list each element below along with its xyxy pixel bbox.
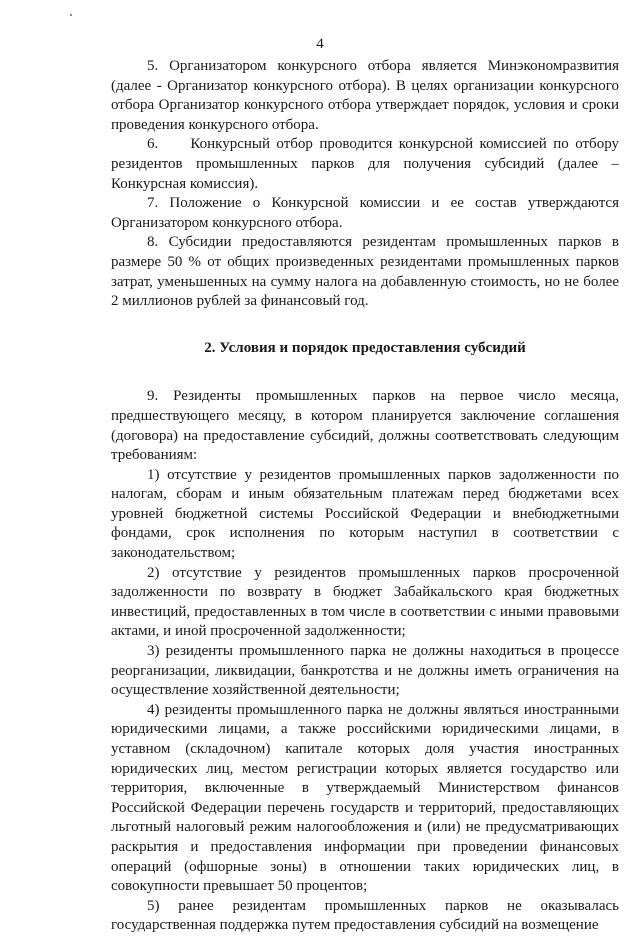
list-item-3: 3) резиденты промышленного парка не должны находиться в процессе реорганизации, ликвидации, банкротства и не должны иметь ограничения на осуществление хозяйственной деятельности; <box>111 643 619 699</box>
paragraph-6: 6. Конкурсный отбор проводится конкурсной комиссией по отбору резидентов промышленных парков для получения субсидий (далее – Конкурсная комиссия). <box>111 136 619 192</box>
document-body <box>111 57 619 936</box>
paragraph-8: 8. Субсидии предоставляются резидентам промышленных парков в размере 50 % от общих произведенных резидентами промышленных парков затрат, уменьшенных на сумму налога на добавленную стоимость, но не более 2 миллионов рублей за финансовый год. <box>111 234 619 310</box>
paragraph-5: 5. Организатором конкурсного отбора является Минэкономразвития (далее - Организатор конкурсного отбора). В целях организации конкурсного отбора Организатор конкурсного отбора утверждает порядок, условия и сроки проведения конкурсного отбора. <box>111 58 619 133</box>
paragraph-7: 7. Положение о Конкурсной комиссии и ее состав утверждаются Организатором конкурсного отбора. <box>111 195 619 231</box>
list-item-5: 5) ранее резидентам промышленных парков не оказывалась государственная поддержка путем предоставления субсидий на возмещение <box>111 897 619 934</box>
scan-speck <box>70 14 72 16</box>
list-item-1: 1) отсутствие у резидентов промышленных парков задолженности по налогам, сборам и иным обязательным платежам перед бюджетами всех уровней бюджетной системы Российской Федерации и внебюджетными фондами, срок исполнения по которым наступил в соответствии с законодательством; <box>111 466 619 562</box>
page-number: 4 <box>316 36 324 52</box>
paragraph-9: 9. Резиденты промышленных парков на первое число месяца, предшествующего месяцу, в котором планируется заключение соглашения (договора) на предоставление субсидий, должны соответствовать следующим требованиям: <box>111 388 619 464</box>
list-item-2: 2) отсутствие у резидентов промышленных парков просроченной задолженности по возврату в бюджет Забайкальского края бюджетных инвестиций, предоставленных в том числе в соответствии с иными правовыми актами, и иной просроченной задолженности; <box>111 564 619 640</box>
list-item-4: 4) резиденты промышленного парка не должны являться иностранными юридическими лицами, а также российскими юридическими лицами, в уставном (складочном) капитале которых доля участия иностранных юридических лиц, местом регистрации которых является государство или территория, включенные в утверждаемый Министерством финансов Российской Федерации перечень государств и территорий, предоставляющих льготный налоговый режим налогообложения и (или) не предусматривающих раскрытия и предоставления информации при проведении финансовых операций (офшорные зоны) в отношении таких юридических лиц, в совокупности превышает 50 процентов; <box>111 701 619 895</box>
section-heading: 2. Условия и порядок предоставления субсидий <box>204 339 526 356</box>
